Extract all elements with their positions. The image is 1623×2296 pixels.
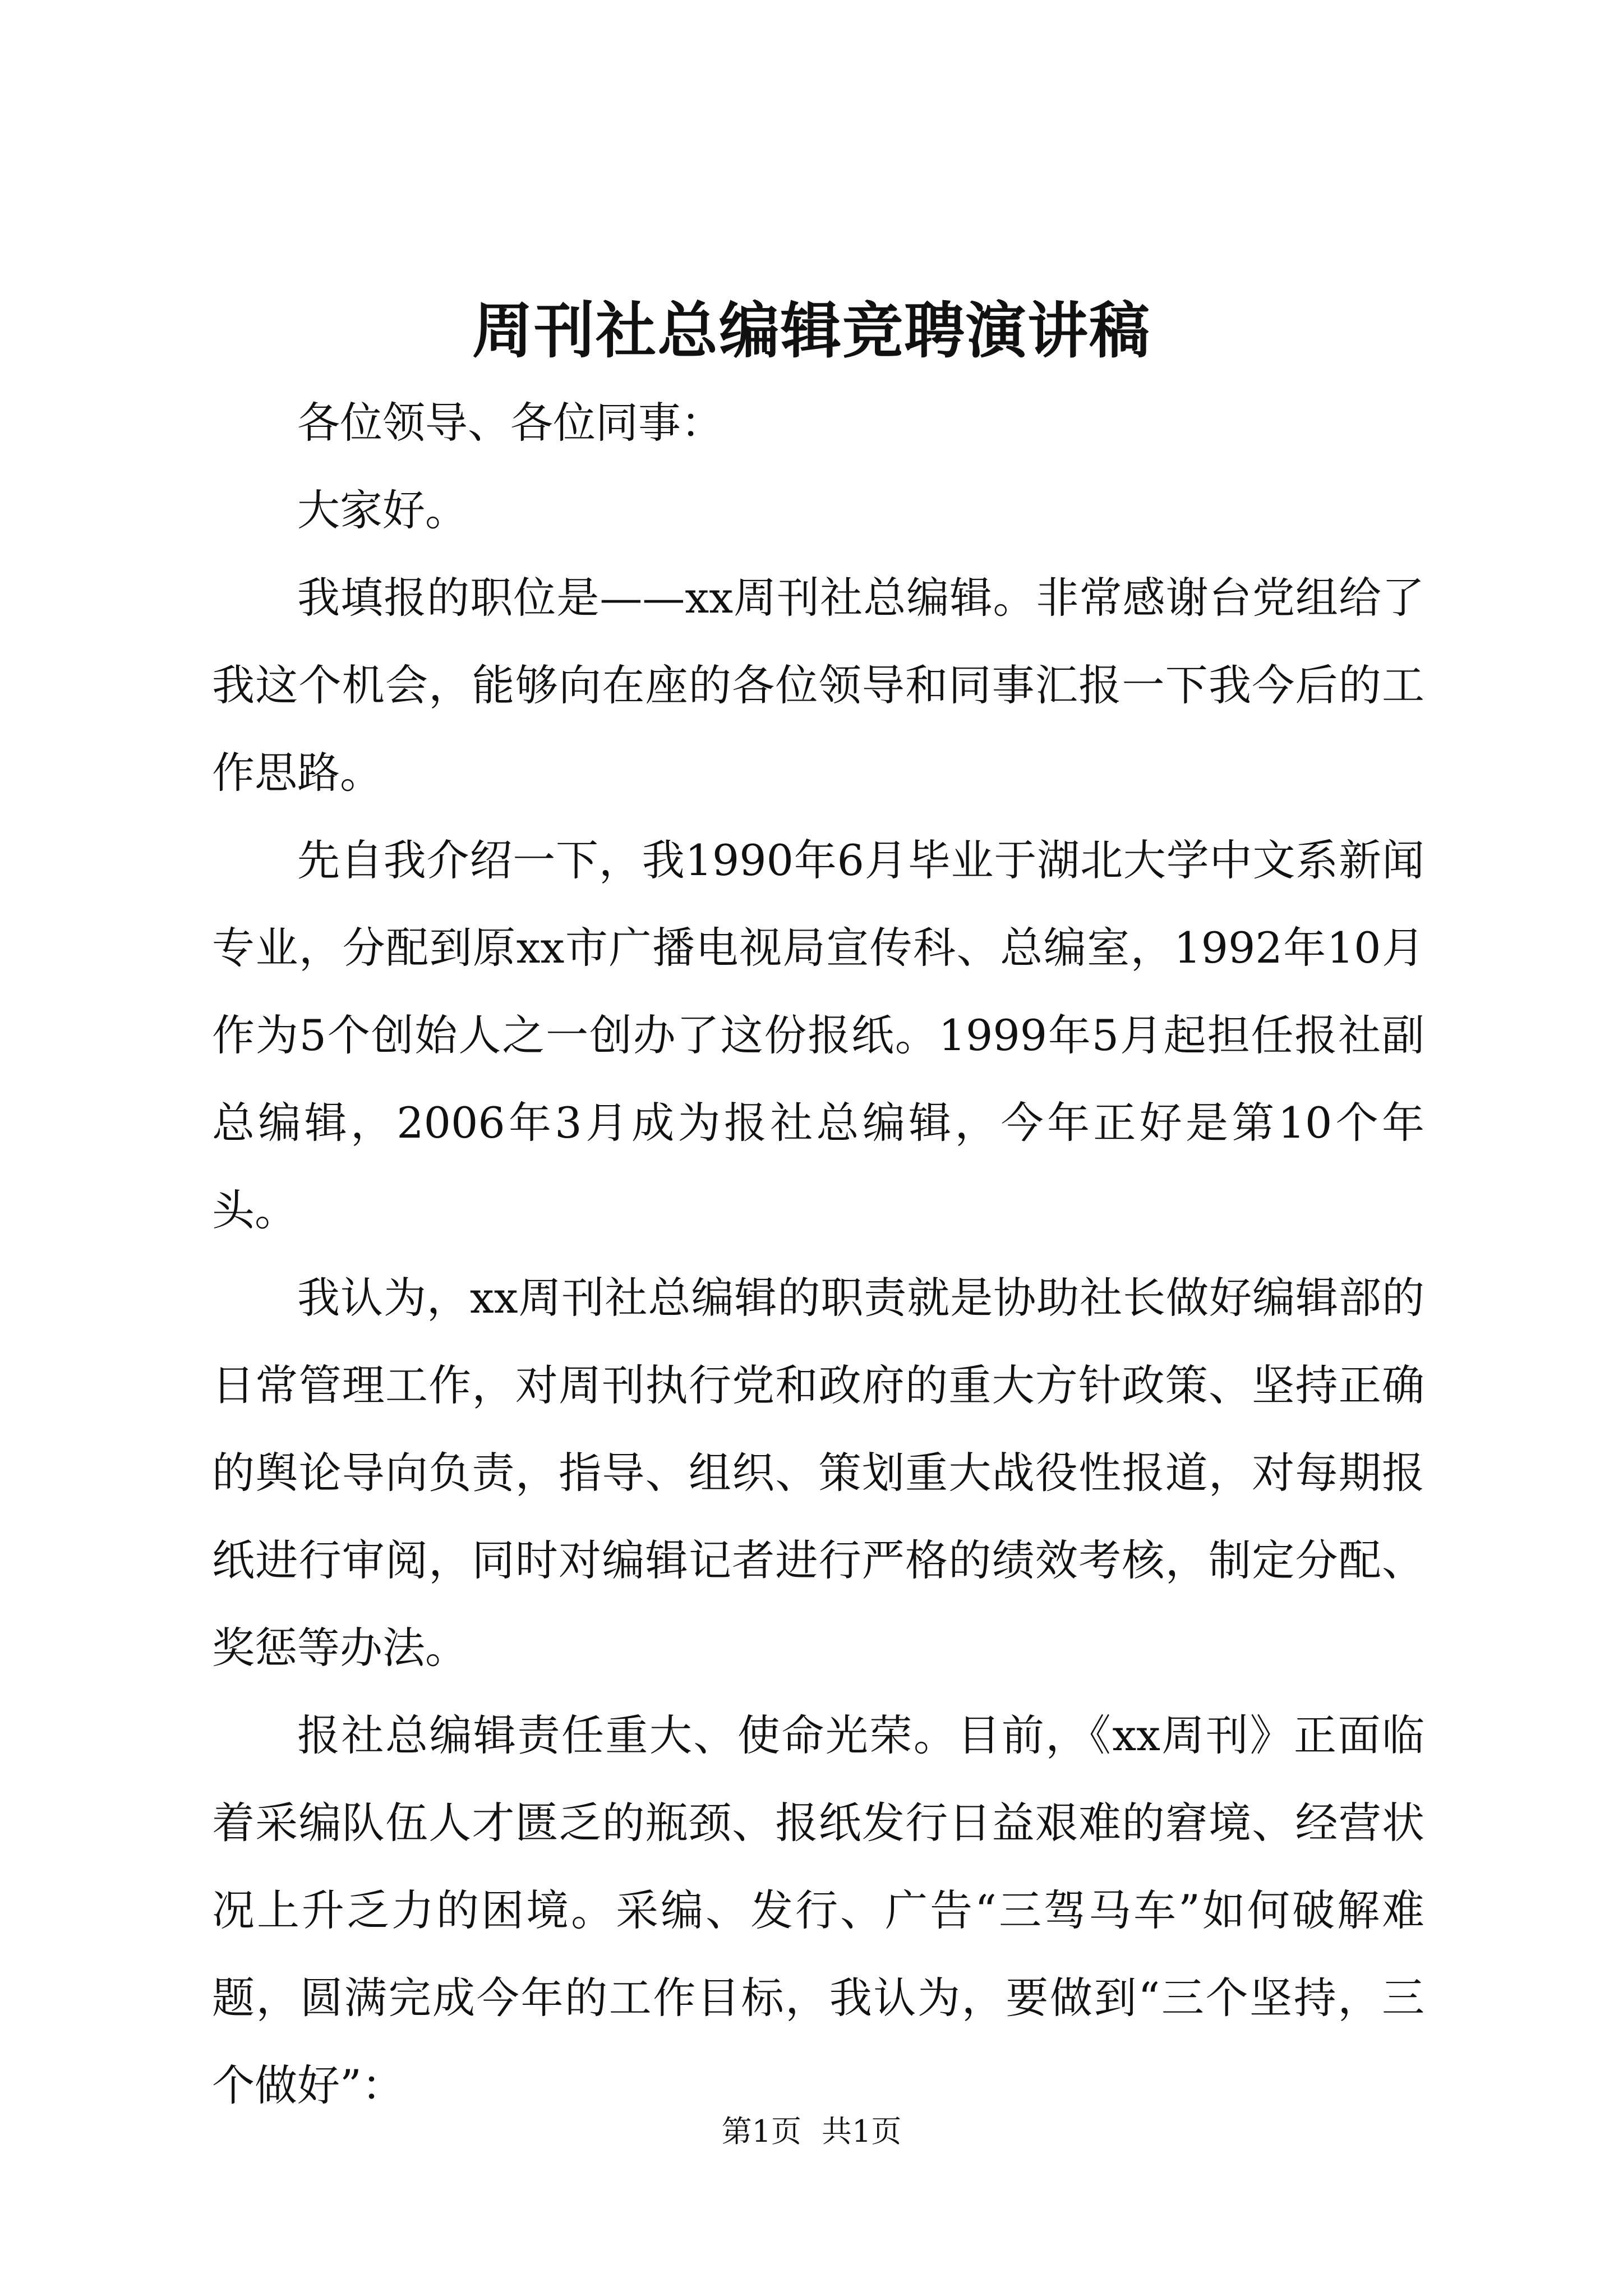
document-body <box>212 379 1424 2129</box>
page-total: 共1页 <box>822 2114 902 2149</box>
paragraph-introduction: 先自我介绍一下，我1990年6月毕业于湖北大学中文系新闻专业，分配到原xx市广播电视局宣传科、总编室，1992年10月作为5个创始人之一创办了这份报纸。1999年5月起担任报社副总编辑，2006年3月成为报社总编辑，今年正好是第10个年头。 <box>212 835 1424 1235</box>
paragraph-greeting: 大家好。 <box>297 485 468 535</box>
page-footer <box>0 2109 1623 2154</box>
paragraph-position: 我填报的职位是——xx周刊社总编辑。非常感谢台党组给了我这个机会，能够向在座的各位领导和同事汇报一下我今后的工作思路。 <box>212 573 1424 798</box>
paragraph-salutation: 各位领导、各位同事： <box>297 398 723 448</box>
page-number: 第1页 <box>721 2114 801 2149</box>
paragraph-responsibilities: 我认为，xx周刊社总编辑的职责就是协助社长做好编辑部的日常管理工作，对周刊执行党和政府的重大方针政策、坚持正确的舆论导向负责，指导、组织、策划重大战役性报道，对每期报纸进行审阅，同时对编辑记者进行严格的绩效考核，制定分配、奖惩等办法。 <box>212 1273 1424 1673</box>
document-title: 周刊社总编辑竞聘演讲稿 <box>472 296 1151 366</box>
paragraph-challenges: 报社总编辑责任重大、使命光荣。目前，《xx周刊》正面临着采编队伍人才匮乏的瓶颈、报纸发行日益艰难的窘境、经营状况上升乏力的困境。采编、发行、广告“三驾马车”如何破解难题，圆满完成今年的工作目标，我认为，要做到“三个坚持，三个做好”： <box>212 1710 1424 2110</box>
